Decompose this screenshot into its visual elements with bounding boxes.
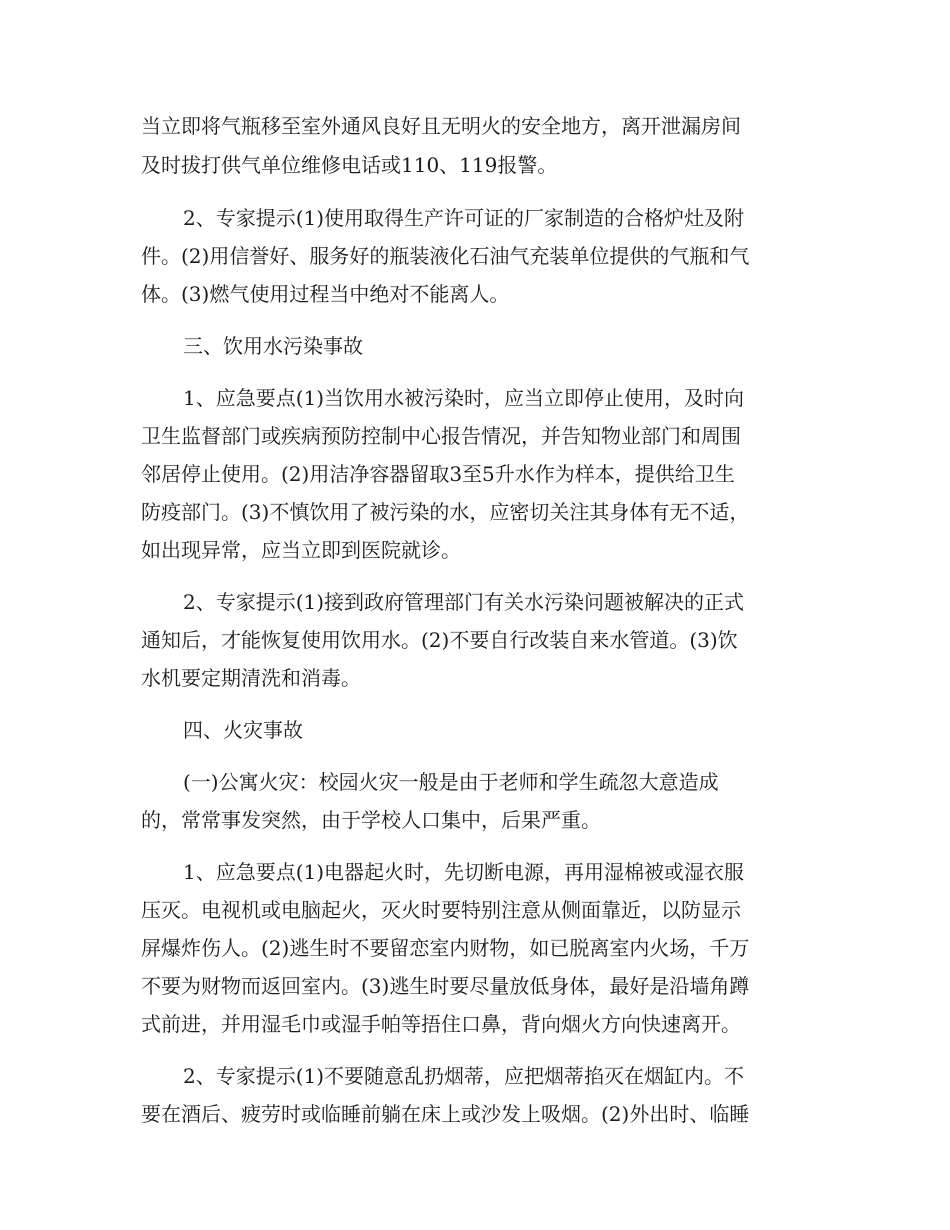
text-line: 当立即将气瓶移至室外通风良好且无明火的安全地方，离开泄漏房间 (141, 114, 741, 138)
text-line: 不要为财物而返回室内。(3)逃生时要尽量放低身体，最好是沿墙角蹲 (141, 974, 750, 998)
text-line: 的，常常事发突然，由于学校人口集中，后果严重。 (141, 808, 601, 832)
text-line: 压灭。电视机或电脑起火，灭火时要特别注意从侧面靠近，以防显示 (141, 898, 741, 922)
text-line: 防疫部门。(3)不慎饮用了被污染的水，应密切关注其身体有无不适， (141, 500, 750, 524)
paragraph-start: 2、专家提示(1)使用取得生产许可证的厂家制造的合格炉灶及附 (183, 206, 745, 230)
paragraph-start: 1、应急要点(1)当饮用水被污染时，应当立即停止使用，及时向 (183, 386, 745, 410)
text-line: 通知后，才能恢复使用饮用水。(2)不要自行改装自来水管道。(3)饮 (141, 628, 738, 652)
text-line: 卫生监督部门或疾病预防控制中心报告情况，并告知物业部门和周围 (141, 424, 741, 448)
paragraph-start: 1、应急要点(1)电器起火时，先切断电源，再用湿棉被或湿衣服 (183, 860, 745, 884)
paragraph-start: 2、专家提示(1)不要随意乱扔烟蒂，应把烟蒂掐灭在烟缸内。不 (183, 1064, 745, 1088)
section-heading: 三、饮用水污染事故 (183, 334, 363, 358)
paragraph-start: (一)公寓火灾：校园火灾一般是由于老师和学生疏忽大意造成 (183, 770, 719, 794)
text-line: 邻居停止使用。(2)用洁净容器留取3至5升水作为样本，提供给卫生 (141, 462, 735, 486)
text-line: 及时拔打供气单位维修电话或110、119报警。 (141, 153, 558, 177)
text-line: 水机要定期清洗和消毒。 (141, 666, 361, 690)
text-line: 式前进，并用湿毛巾或湿手帕等捂住口鼻，背向烟火方向快速离开。 (141, 1012, 741, 1036)
text-line: 屏爆炸伤人。(2)逃生时不要留恋室内财物，如已脱离室内火场，千万 (141, 936, 750, 960)
text-line: 要在酒后、疲劳时或临睡前躺在床上或沙发上吸烟。(2)外出时、临睡 (141, 1102, 750, 1126)
text-line: 体。(3)燃气使用过程当中绝对不能离人。 (141, 282, 510, 306)
section-heading: 四、火灾事故 (183, 718, 303, 742)
text-line: 如出现异常，应当立即到医院就诊。 (141, 538, 461, 562)
text-line: 件。(2)用信誉好、服务好的瓶装液化石油气充装单位提供的气瓶和气 (141, 244, 750, 268)
paragraph-start: 2、专家提示(1)接到政府管理部门有关水污染问题被解决的正式 (183, 590, 745, 614)
